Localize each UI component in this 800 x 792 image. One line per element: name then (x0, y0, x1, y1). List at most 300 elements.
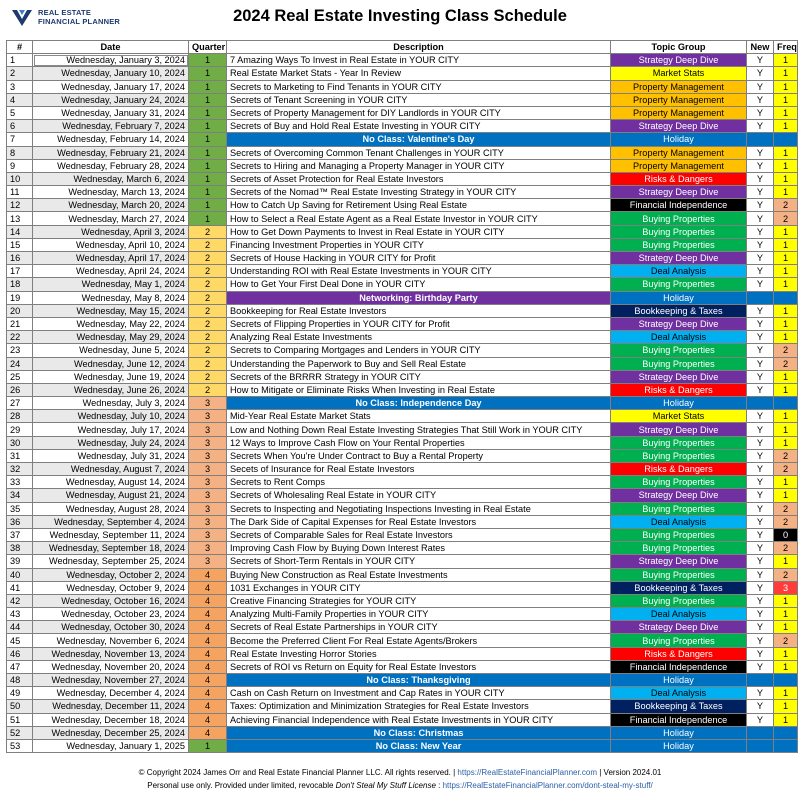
quarter-cell[interactable]: 3 (189, 515, 227, 528)
new-cell[interactable]: Y (747, 93, 774, 106)
new-cell[interactable]: Y (747, 344, 774, 357)
topic-group-cell[interactable]: Buying Properties (611, 449, 747, 462)
description-cell[interactable]: How to Select a Real Estate Agent as a Real Estate Investor in YOUR CITY (227, 212, 611, 225)
row-number-cell[interactable]: 17 (7, 265, 33, 278)
row-number-cell[interactable]: 20 (7, 304, 33, 317)
topic-group-cell[interactable]: Buying Properties (611, 212, 747, 225)
new-cell[interactable]: Y (747, 357, 774, 370)
row-number-cell[interactable]: 51 (7, 713, 33, 726)
date-cell[interactable]: Wednesday, July 24, 2024 (33, 436, 189, 449)
quarter-cell[interactable]: 4 (189, 594, 227, 607)
description-cell[interactable]: Secrets of Real Estate Partnerships in YOUR CITY (227, 621, 611, 634)
new-cell[interactable]: Y (747, 225, 774, 238)
row-number-cell[interactable]: 10 (7, 172, 33, 185)
row-number-cell[interactable]: 46 (7, 647, 33, 660)
freq-cell[interactable] (774, 726, 798, 739)
row-number-cell[interactable]: 1 (7, 54, 33, 67)
description-cell[interactable]: Secrets of Tenant Screening in YOUR CITY (227, 93, 611, 106)
new-cell[interactable]: Y (747, 515, 774, 528)
freq-cell[interactable]: 1 (774, 687, 798, 700)
new-cell[interactable] (747, 739, 774, 752)
row-number-cell[interactable]: 22 (7, 331, 33, 344)
freq-cell[interactable]: 2 (774, 449, 798, 462)
quarter-cell[interactable]: 4 (189, 713, 227, 726)
topic-group-cell[interactable]: Risks & Dangers (611, 463, 747, 476)
column-header-description[interactable]: Description (227, 41, 611, 54)
new-cell[interactable] (747, 291, 774, 304)
topic-group-cell[interactable]: Deal Analysis (611, 265, 747, 278)
quarter-cell[interactable]: 2 (189, 291, 227, 304)
quarter-cell[interactable]: 2 (189, 304, 227, 317)
quarter-cell[interactable]: 3 (189, 410, 227, 423)
quarter-cell[interactable]: 4 (189, 700, 227, 713)
freq-cell[interactable]: 2 (774, 463, 798, 476)
description-cell[interactable]: Secrets of the Nomad™ Real Estate Investing Strategy in YOUR CITY (227, 186, 611, 199)
topic-group-cell[interactable]: Holiday (611, 291, 747, 304)
description-cell[interactable]: Secrets of Short-Term Rentals in YOUR CITY (227, 555, 611, 568)
new-cell[interactable]: Y (747, 80, 774, 93)
freq-cell[interactable]: 2 (774, 515, 798, 528)
freq-cell[interactable]: 2 (774, 542, 798, 555)
row-number-cell[interactable]: 24 (7, 357, 33, 370)
description-cell[interactable]: Analyzing Multi-Family Properties in YOUR CITY (227, 608, 611, 621)
row-number-cell[interactable]: 40 (7, 568, 33, 581)
date-cell[interactable]: Wednesday, January 31, 2024 (33, 106, 189, 119)
freq-cell[interactable]: 1 (774, 383, 798, 396)
date-cell[interactable]: Wednesday, November 6, 2024 (33, 634, 189, 647)
date-cell[interactable]: Wednesday, September 25, 2024 (33, 555, 189, 568)
new-cell[interactable]: Y (747, 449, 774, 462)
topic-group-cell[interactable]: Strategy Deep Dive (611, 317, 747, 330)
quarter-cell[interactable]: 1 (189, 186, 227, 199)
freq-cell[interactable]: 1 (774, 80, 798, 93)
description-cell[interactable]: How to Mitigate or Eliminate Risks When Investing in Real Estate (227, 383, 611, 396)
new-cell[interactable]: Y (747, 463, 774, 476)
topic-group-cell[interactable]: Property Management (611, 159, 747, 172)
quarter-cell[interactable]: 2 (189, 265, 227, 278)
topic-group-cell[interactable]: Property Management (611, 80, 747, 93)
description-cell[interactable]: Become the Preferred Client For Real Estate Agents/Brokers (227, 634, 611, 647)
freq-cell[interactable]: 1 (774, 608, 798, 621)
new-cell[interactable]: Y (747, 542, 774, 555)
freq-cell[interactable]: 1 (774, 331, 798, 344)
new-cell[interactable]: Y (747, 317, 774, 330)
new-cell[interactable]: Y (747, 713, 774, 726)
row-number-cell[interactable]: 2 (7, 67, 33, 80)
row-number-cell[interactable]: 14 (7, 225, 33, 238)
row-number-cell[interactable]: 13 (7, 212, 33, 225)
new-cell[interactable]: Y (747, 199, 774, 212)
description-cell[interactable]: Secrets to Rent Comps (227, 476, 611, 489)
new-cell[interactable]: Y (747, 502, 774, 515)
topic-group-cell[interactable]: Buying Properties (611, 594, 747, 607)
new-cell[interactable]: Y (747, 186, 774, 199)
topic-group-cell[interactable]: Deal Analysis (611, 331, 747, 344)
new-cell[interactable]: Y (747, 528, 774, 541)
date-cell[interactable]: Wednesday, March 13, 2024 (33, 186, 189, 199)
description-cell[interactable]: Bookkeeping for Real Estate Investors (227, 304, 611, 317)
date-cell[interactable]: Wednesday, January 10, 2024 (33, 67, 189, 80)
topic-group-cell[interactable]: Strategy Deep Dive (611, 423, 747, 436)
description-cell[interactable]: Real Estate Market Stats - Year In Review (227, 67, 611, 80)
quarter-cell[interactable]: 1 (189, 159, 227, 172)
freq-cell[interactable]: 1 (774, 594, 798, 607)
freq-cell[interactable]: 1 (774, 304, 798, 317)
topic-group-cell[interactable]: Buying Properties (611, 225, 747, 238)
new-cell[interactable]: Y (747, 159, 774, 172)
freq-cell[interactable]: 1 (774, 370, 798, 383)
description-cell[interactable]: Secrets of Buy and Hold Real Estate Investing in YOUR CITY (227, 120, 611, 133)
row-number-cell[interactable]: 31 (7, 449, 33, 462)
row-number-cell[interactable]: 8 (7, 146, 33, 159)
freq-cell[interactable]: 1 (774, 647, 798, 660)
date-cell[interactable]: Wednesday, December 4, 2024 (33, 687, 189, 700)
description-cell[interactable]: Secrets of House Hacking in YOUR CITY for Profit (227, 252, 611, 265)
new-cell[interactable] (747, 726, 774, 739)
row-number-cell[interactable]: 11 (7, 186, 33, 199)
column-header-number[interactable]: # (7, 41, 33, 54)
row-number-cell[interactable]: 15 (7, 238, 33, 251)
date-cell[interactable]: Wednesday, November 13, 2024 (33, 647, 189, 660)
topic-group-cell[interactable]: Buying Properties (611, 476, 747, 489)
description-cell[interactable]: No Class: Thanksgiving (227, 674, 611, 687)
quarter-cell[interactable]: 1 (189, 120, 227, 133)
new-cell[interactable]: Y (747, 172, 774, 185)
quarter-cell[interactable]: 4 (189, 621, 227, 634)
row-number-cell[interactable]: 3 (7, 80, 33, 93)
date-cell[interactable]: Wednesday, February 28, 2024 (33, 159, 189, 172)
date-cell[interactable]: Wednesday, February 7, 2024 (33, 120, 189, 133)
quarter-cell[interactable]: 3 (189, 397, 227, 410)
freq-cell[interactable]: 0 (774, 528, 798, 541)
quarter-cell[interactable]: 2 (189, 344, 227, 357)
description-cell[interactable]: Secrets of ROI vs Return on Equity for Real Estate Investors (227, 660, 611, 673)
freq-cell[interactable]: 1 (774, 186, 798, 199)
quarter-cell[interactable]: 3 (189, 528, 227, 541)
date-cell[interactable]: Wednesday, March 6, 2024 (33, 172, 189, 185)
topic-group-cell[interactable]: Holiday (611, 397, 747, 410)
freq-cell[interactable]: 1 (774, 317, 798, 330)
date-cell[interactable]: Wednesday, March 20, 2024 (33, 199, 189, 212)
row-number-cell[interactable]: 23 (7, 344, 33, 357)
new-cell[interactable]: Y (747, 238, 774, 251)
quarter-cell[interactable]: 3 (189, 502, 227, 515)
new-cell[interactable]: Y (747, 54, 774, 67)
freq-cell[interactable]: 1 (774, 146, 798, 159)
topic-group-cell[interactable]: Buying Properties (611, 344, 747, 357)
topic-group-cell[interactable]: Buying Properties (611, 634, 747, 647)
freq-cell[interactable]: 1 (774, 225, 798, 238)
quarter-cell[interactable]: 1 (189, 67, 227, 80)
topic-group-cell[interactable]: Strategy Deep Dive (611, 621, 747, 634)
topic-group-cell[interactable]: Holiday (611, 739, 747, 752)
freq-cell[interactable]: 1 (774, 700, 798, 713)
description-cell[interactable]: 7 Amazing Ways To Invest in Real Estate in YOUR CITY (227, 54, 611, 67)
date-cell[interactable]: Wednesday, November 27, 2024 (33, 674, 189, 687)
quarter-cell[interactable]: 4 (189, 581, 227, 594)
description-cell[interactable]: Secrets of Overcoming Common Tenant Challenges in YOUR CITY (227, 146, 611, 159)
new-cell[interactable]: Y (747, 436, 774, 449)
description-cell[interactable]: Secrets to Marketing to Find Tenants in YOUR CITY (227, 80, 611, 93)
quarter-cell[interactable]: 2 (189, 370, 227, 383)
quarter-cell[interactable]: 3 (189, 542, 227, 555)
quarter-cell[interactable]: 1 (189, 80, 227, 93)
topic-group-cell[interactable]: Financial Independence (611, 660, 747, 673)
row-number-cell[interactable]: 29 (7, 423, 33, 436)
description-cell[interactable]: Secrets of Property Management for DIY Landlords in YOUR CITY (227, 106, 611, 119)
row-number-cell[interactable]: 25 (7, 370, 33, 383)
description-cell[interactable]: Secrets of Comparable Sales for Real Estate Investors (227, 528, 611, 541)
quarter-cell[interactable]: 3 (189, 489, 227, 502)
freq-cell[interactable] (774, 291, 798, 304)
description-cell[interactable]: Mid-Year Real Estate Market Stats (227, 410, 611, 423)
description-cell[interactable]: Achieving Financial Independence with Real Estate Investments in YOUR CITY (227, 713, 611, 726)
date-cell[interactable]: Wednesday, October 30, 2024 (33, 621, 189, 634)
topic-group-cell[interactable]: Strategy Deep Dive (611, 120, 747, 133)
freq-cell[interactable]: 1 (774, 172, 798, 185)
row-number-cell[interactable]: 4 (7, 93, 33, 106)
quarter-cell[interactable]: 3 (189, 476, 227, 489)
date-cell[interactable]: Wednesday, August 14, 2024 (33, 476, 189, 489)
row-number-cell[interactable]: 33 (7, 476, 33, 489)
topic-group-cell[interactable]: Strategy Deep Dive (611, 555, 747, 568)
freq-cell[interactable]: 1 (774, 120, 798, 133)
quarter-cell[interactable]: 2 (189, 331, 227, 344)
description-cell[interactable]: No Class: New Year (227, 739, 611, 752)
row-number-cell[interactable]: 16 (7, 252, 33, 265)
new-cell[interactable]: Y (747, 568, 774, 581)
freq-cell[interactable]: 2 (774, 344, 798, 357)
freq-cell[interactable]: 1 (774, 713, 798, 726)
row-number-cell[interactable]: 32 (7, 463, 33, 476)
description-cell[interactable]: Understanding ROI with Real Estate Investments in YOUR CITY (227, 265, 611, 278)
quarter-cell[interactable]: 1 (189, 133, 227, 146)
freq-cell[interactable]: 2 (774, 212, 798, 225)
freq-cell[interactable]: 1 (774, 278, 798, 291)
topic-group-cell[interactable]: Deal Analysis (611, 515, 747, 528)
topic-group-cell[interactable]: Market Stats (611, 410, 747, 423)
topic-group-cell[interactable]: Buying Properties (611, 278, 747, 291)
freq-cell[interactable]: 1 (774, 252, 798, 265)
date-cell[interactable]: Wednesday, April 3, 2024 (33, 225, 189, 238)
new-cell[interactable]: Y (747, 146, 774, 159)
quarter-cell[interactable]: 1 (189, 146, 227, 159)
date-cell[interactable]: Wednesday, October 23, 2024 (33, 608, 189, 621)
new-cell[interactable] (747, 397, 774, 410)
topic-group-cell[interactable]: Financial Independence (611, 713, 747, 726)
date-cell[interactable]: Wednesday, October 2, 2024 (33, 568, 189, 581)
description-cell[interactable]: Improving Cash Flow by Buying Down Interest Rates (227, 542, 611, 555)
topic-group-cell[interactable]: Property Management (611, 93, 747, 106)
new-cell[interactable]: Y (747, 423, 774, 436)
freq-cell[interactable]: 2 (774, 357, 798, 370)
description-cell[interactable]: No Class: Christmas (227, 726, 611, 739)
freq-cell[interactable]: 1 (774, 436, 798, 449)
description-cell[interactable]: Secrets to Comparing Mortgages and Lenders in YOUR CITY (227, 344, 611, 357)
new-cell[interactable]: Y (747, 608, 774, 621)
date-cell[interactable]: Wednesday, October 9, 2024 (33, 581, 189, 594)
row-number-cell[interactable]: 39 (7, 555, 33, 568)
quarter-cell[interactable]: 2 (189, 252, 227, 265)
description-cell[interactable]: Secrets to Hiring and Managing a Property Manager in YOUR CITY (227, 159, 611, 172)
topic-group-cell[interactable]: Strategy Deep Dive (611, 186, 747, 199)
date-cell[interactable]: Wednesday, February 14, 2024 (33, 133, 189, 146)
date-cell[interactable]: Wednesday, December 11, 2024 (33, 700, 189, 713)
footer-site-link[interactable]: https://RealEstateFinancialPlanner.com (457, 768, 598, 777)
date-cell[interactable]: Wednesday, December 25, 2024 (33, 726, 189, 739)
new-cell[interactable]: Y (747, 621, 774, 634)
freq-cell[interactable]: 1 (774, 93, 798, 106)
date-cell[interactable]: Wednesday, August 7, 2024 (33, 463, 189, 476)
date-cell[interactable]: Wednesday, July 10, 2024 (33, 410, 189, 423)
row-number-cell[interactable]: 12 (7, 199, 33, 212)
freq-cell[interactable] (774, 397, 798, 410)
row-number-cell[interactable]: 38 (7, 542, 33, 555)
new-cell[interactable]: Y (747, 265, 774, 278)
topic-group-cell[interactable]: Bookkeeping & Taxes (611, 581, 747, 594)
freq-cell[interactable]: 1 (774, 660, 798, 673)
description-cell[interactable]: Secrets When You're Under Contract to Buy a Rental Property (227, 449, 611, 462)
freq-cell[interactable]: 1 (774, 67, 798, 80)
quarter-cell[interactable]: 2 (189, 357, 227, 370)
new-cell[interactable]: Y (747, 106, 774, 119)
new-cell[interactable]: Y (747, 212, 774, 225)
description-cell[interactable]: Low and Nothing Down Real Estate Investing Strategies That Still Work in YOUR CITY (227, 423, 611, 436)
description-cell[interactable]: Secrets to Inspecting and Negotiating Inspections Investing in Real Estate (227, 502, 611, 515)
topic-group-cell[interactable]: Buying Properties (611, 502, 747, 515)
new-cell[interactable]: Y (747, 476, 774, 489)
row-number-cell[interactable]: 28 (7, 410, 33, 423)
column-header-new[interactable]: New (747, 41, 774, 54)
row-number-cell[interactable]: 41 (7, 581, 33, 594)
description-cell[interactable]: Secrets of Asset Protection for Real Estate Investors (227, 172, 611, 185)
new-cell[interactable]: Y (747, 700, 774, 713)
date-cell[interactable]: Wednesday, June 19, 2024 (33, 370, 189, 383)
quarter-cell[interactable]: 2 (189, 383, 227, 396)
description-cell[interactable]: Real Estate Investing Horror Stories (227, 647, 611, 660)
quarter-cell[interactable]: 4 (189, 726, 227, 739)
row-number-cell[interactable]: 49 (7, 687, 33, 700)
row-number-cell[interactable]: 18 (7, 278, 33, 291)
quarter-cell[interactable]: 3 (189, 449, 227, 462)
row-number-cell[interactable]: 43 (7, 608, 33, 621)
topic-group-cell[interactable]: Strategy Deep Dive (611, 252, 747, 265)
date-cell[interactable]: Wednesday, May 15, 2024 (33, 304, 189, 317)
topic-group-cell[interactable]: Deal Analysis (611, 687, 747, 700)
row-number-cell[interactable]: 52 (7, 726, 33, 739)
date-cell[interactable]: Wednesday, June 26, 2024 (33, 383, 189, 396)
date-cell[interactable]: Wednesday, September 4, 2024 (33, 515, 189, 528)
date-cell[interactable]: Wednesday, July 31, 2024 (33, 449, 189, 462)
quarter-cell[interactable]: 1 (189, 739, 227, 752)
freq-cell[interactable]: 1 (774, 106, 798, 119)
freq-cell[interactable]: 2 (774, 634, 798, 647)
topic-group-cell[interactable]: Buying Properties (611, 568, 747, 581)
date-cell[interactable]: Wednesday, November 20, 2024 (33, 660, 189, 673)
row-number-cell[interactable]: 19 (7, 291, 33, 304)
column-header-date[interactable]: Date (33, 41, 189, 54)
topic-group-cell[interactable]: Buying Properties (611, 436, 747, 449)
topic-group-cell[interactable]: Financial Independence (611, 199, 747, 212)
description-cell[interactable]: How to Get Your First Deal Done in YOUR CITY (227, 278, 611, 291)
row-number-cell[interactable]: 48 (7, 674, 33, 687)
row-number-cell[interactable]: 26 (7, 383, 33, 396)
description-cell[interactable]: Secrets of Flipping Properties in YOUR CITY for Profit (227, 317, 611, 330)
topic-group-cell[interactable]: Property Management (611, 146, 747, 159)
description-cell[interactable]: The Dark Side of Capital Expenses for Real Estate Investors (227, 515, 611, 528)
freq-cell[interactable]: 1 (774, 621, 798, 634)
new-cell[interactable]: Y (747, 410, 774, 423)
new-cell[interactable]: Y (747, 581, 774, 594)
topic-group-cell[interactable]: Risks & Dangers (611, 172, 747, 185)
row-number-cell[interactable]: 5 (7, 106, 33, 119)
row-number-cell[interactable]: 35 (7, 502, 33, 515)
quarter-cell[interactable]: 2 (189, 278, 227, 291)
column-header-quarter[interactable]: Quarter (189, 41, 227, 54)
date-cell[interactable]: Wednesday, August 28, 2024 (33, 502, 189, 515)
new-cell[interactable]: Y (747, 120, 774, 133)
freq-cell[interactable] (774, 674, 798, 687)
description-cell[interactable]: Secrets of Wholesaling Real Estate in YOUR CITY (227, 489, 611, 502)
quarter-cell[interactable]: 4 (189, 608, 227, 621)
new-cell[interactable]: Y (747, 383, 774, 396)
quarter-cell[interactable]: 4 (189, 568, 227, 581)
freq-cell[interactable]: 2 (774, 568, 798, 581)
footer-license-link[interactable]: https://RealEstateFinancialPlanner.com/dont-steal-my-stuff/ (442, 781, 653, 790)
date-cell[interactable]: Wednesday, May 8, 2024 (33, 291, 189, 304)
quarter-cell[interactable]: 2 (189, 225, 227, 238)
description-cell[interactable]: 12 Ways to Improve Cash Flow on Your Rental Properties (227, 436, 611, 449)
new-cell[interactable]: Y (747, 489, 774, 502)
topic-group-cell[interactable]: Holiday (611, 674, 747, 687)
date-cell[interactable]: Wednesday, October 16, 2024 (33, 594, 189, 607)
date-cell[interactable]: Wednesday, January 24, 2024 (33, 93, 189, 106)
quarter-cell[interactable]: 4 (189, 687, 227, 700)
freq-cell[interactable]: 1 (774, 54, 798, 67)
quarter-cell[interactable]: 4 (189, 660, 227, 673)
quarter-cell[interactable]: 1 (189, 212, 227, 225)
description-cell[interactable]: Cash on Cash Return on Investment and Cap Rates in YOUR CITY (227, 687, 611, 700)
freq-cell[interactable]: 1 (774, 423, 798, 436)
freq-cell[interactable]: 1 (774, 555, 798, 568)
quarter-cell[interactable]: 3 (189, 423, 227, 436)
topic-group-cell[interactable]: Strategy Deep Dive (611, 54, 747, 67)
date-cell[interactable]: Wednesday, July 17, 2024 (33, 423, 189, 436)
row-number-cell[interactable]: 27 (7, 397, 33, 410)
description-cell[interactable]: No Class: Valentine's Day (227, 133, 611, 146)
topic-group-cell[interactable]: Risks & Dangers (611, 383, 747, 396)
topic-group-cell[interactable]: Buying Properties (611, 542, 747, 555)
topic-group-cell[interactable]: Buying Properties (611, 357, 747, 370)
freq-cell[interactable]: 1 (774, 238, 798, 251)
topic-group-cell[interactable]: Buying Properties (611, 238, 747, 251)
row-number-cell[interactable]: 42 (7, 594, 33, 607)
new-cell[interactable]: Y (747, 67, 774, 80)
new-cell[interactable]: Y (747, 594, 774, 607)
column-header-topic-group[interactable]: Topic Group (611, 41, 747, 54)
date-cell[interactable]: Wednesday, September 11, 2024 (33, 528, 189, 541)
row-number-cell[interactable]: 47 (7, 660, 33, 673)
row-number-cell[interactable]: 9 (7, 159, 33, 172)
topic-group-cell[interactable]: Bookkeeping & Taxes (611, 304, 747, 317)
new-cell[interactable]: Y (747, 278, 774, 291)
description-cell[interactable]: Buying New Construction as Real Estate Investments (227, 568, 611, 581)
new-cell[interactable]: Y (747, 370, 774, 383)
row-number-cell[interactable]: 53 (7, 739, 33, 752)
freq-cell[interactable] (774, 739, 798, 752)
date-cell[interactable]: Wednesday, June 5, 2024 (33, 344, 189, 357)
topic-group-cell[interactable]: Deal Analysis (611, 608, 747, 621)
